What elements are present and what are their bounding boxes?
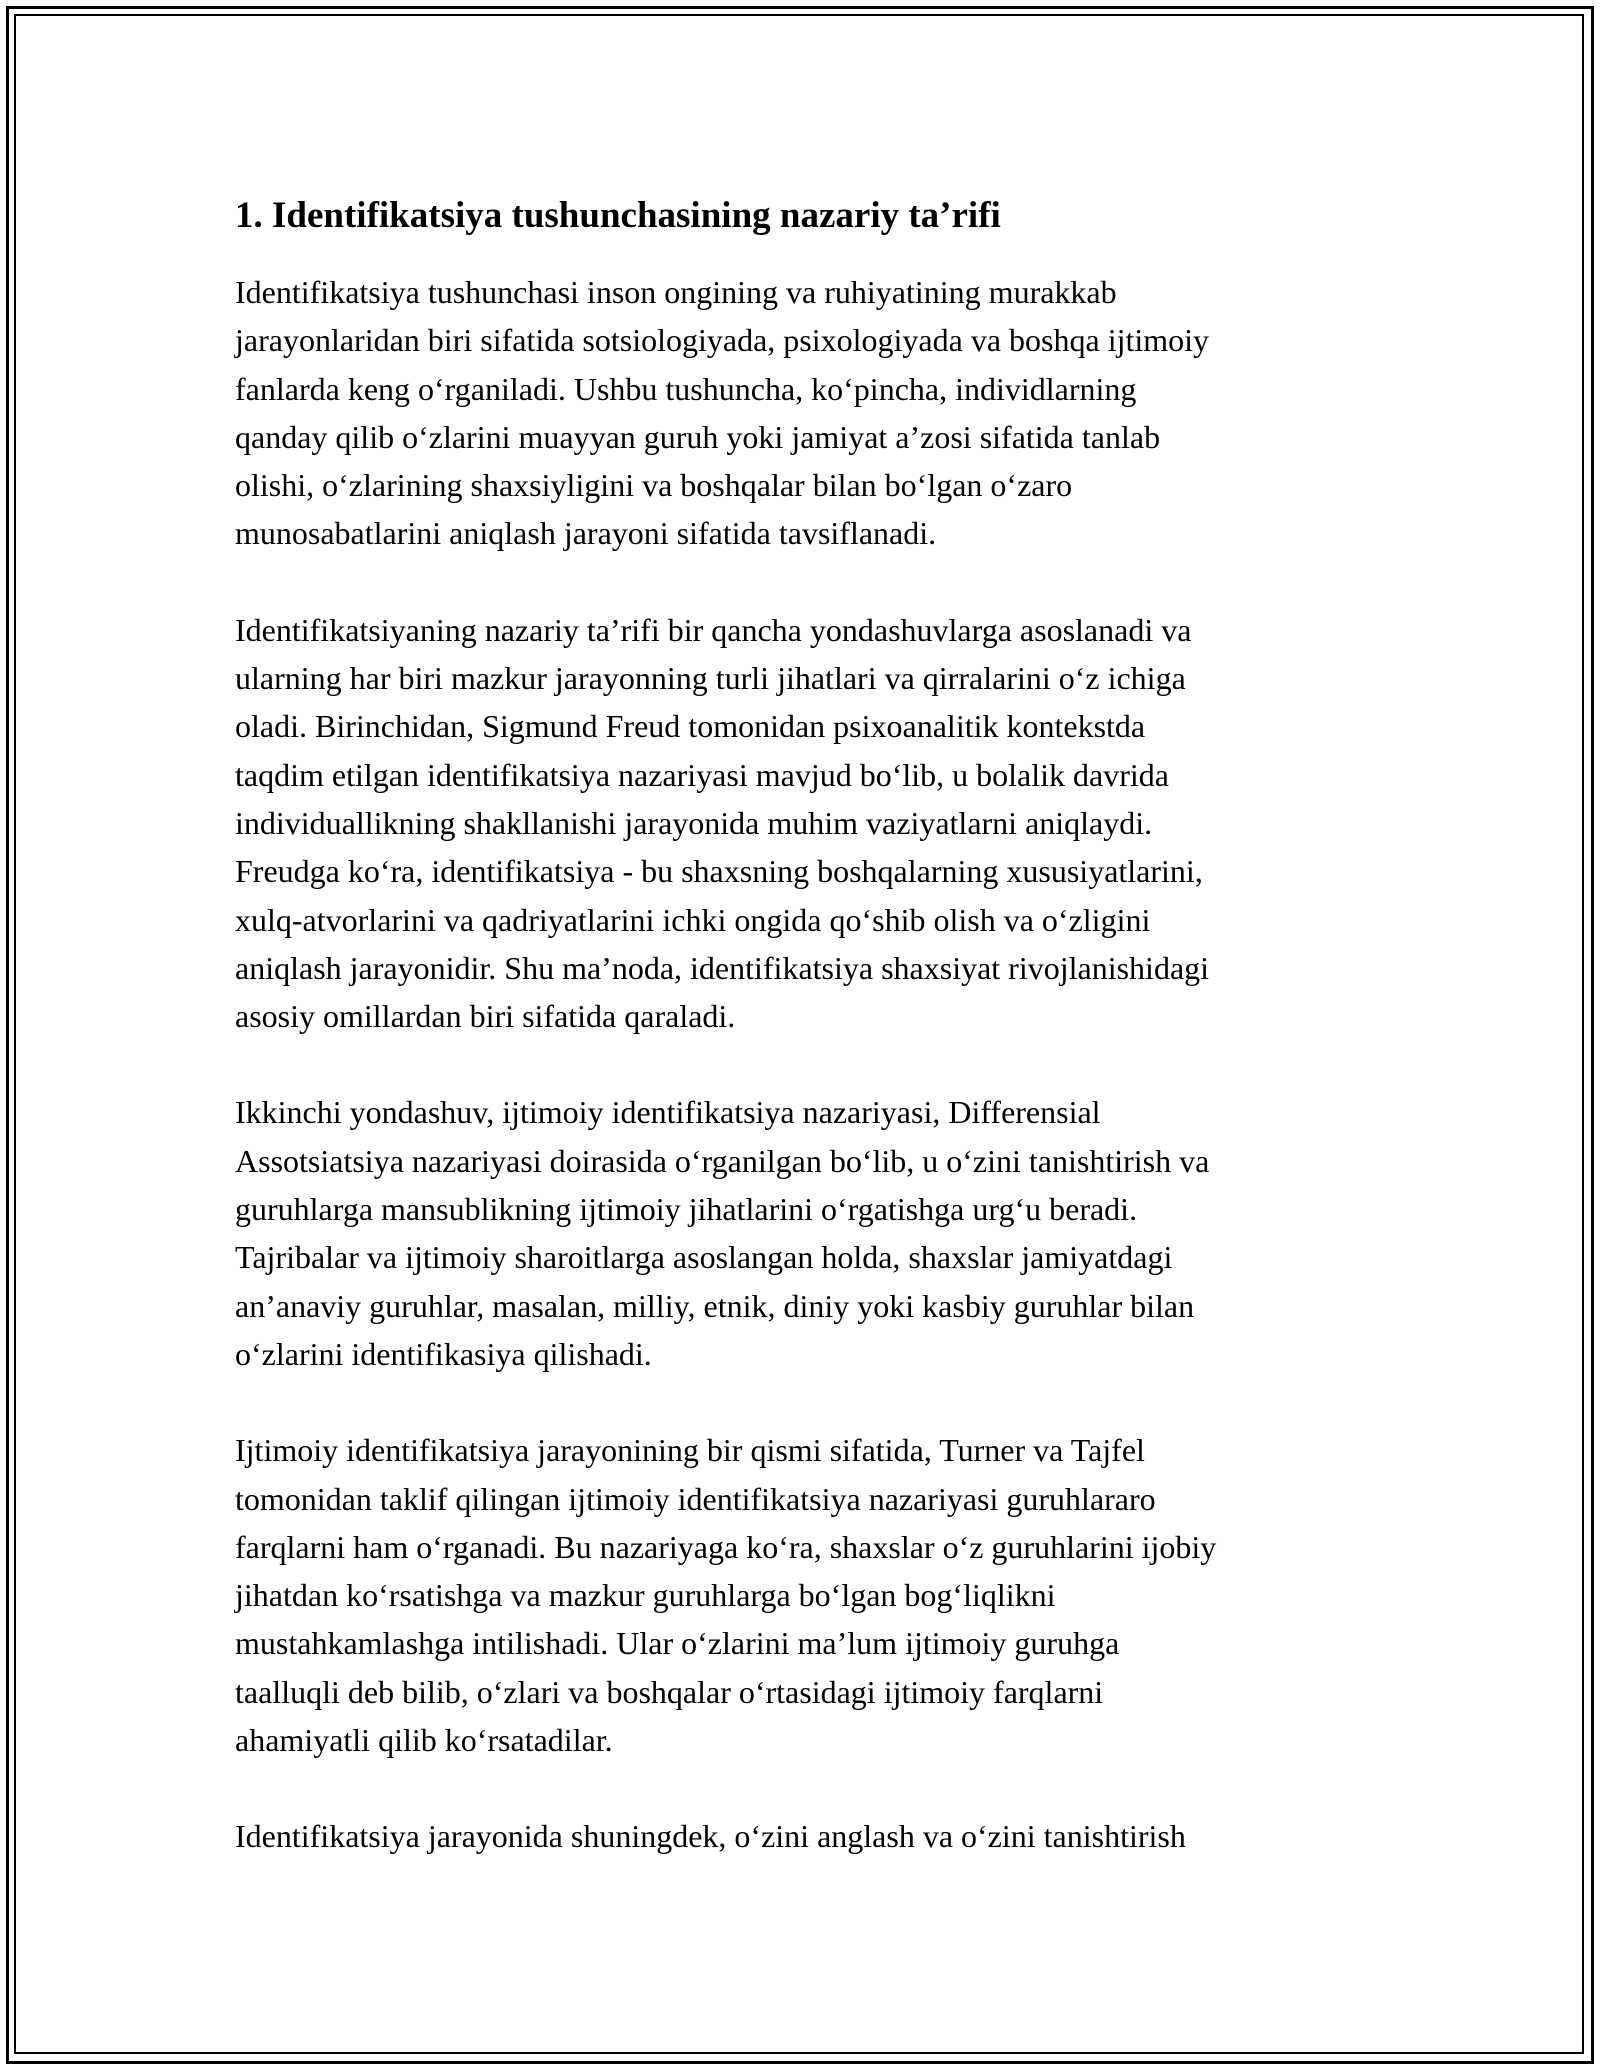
paragraph-4 [235, 1426, 1365, 1764]
text-line: aniqlash jarayonidir. Shu ma’noda, identifikatsiya shaxsiyat rivojlanishidagi [235, 949, 1210, 986]
text-line: oladi. Birinchidan, Sigmund Freud tomonidan psixoanalitik kontekstda [235, 708, 1146, 745]
text-line: Identifikatsiya jarayonida shuningdek, o‘zini anglash va o‘zini tanishtirish [235, 1818, 1186, 1855]
text-line: Ikkinchi yondashuv, ijtimoiy identifikatsiya nazariyasi, Differensial [235, 1094, 1101, 1131]
text-line: jarayonlaridan biri sifatida sotsiologiyada, psixologiyada va boshqa ijtimoiy [235, 322, 1210, 359]
text-line: o‘zlarini identifikasiya qilishadi. [235, 1335, 652, 1372]
text-line: an’anaviy guruhlar, masalan, milliy, etnik, diniy yoki kasbiy guruhlar bilan [235, 1287, 1195, 1324]
text-line: taqdim etilgan identifikatsiya nazariyasi mavjud bo‘lib, u bolalik davrida [235, 756, 1169, 793]
text-line: xulq-atvorlarini va qadriyatlarini ichki ongida qo‘shib olish va o‘zligini [235, 901, 1151, 938]
paragraph-3 [235, 1088, 1365, 1378]
text-line: fanlarda keng o‘rganiladi. Ushbu tushuncha, ko‘pincha, individlarning [235, 370, 1137, 407]
text-line: asosiy omillardan biri sifatida qaraladi. [235, 998, 736, 1035]
section-heading: 1. Identifikatsiya tushunchasining nazariy ta’rifi [235, 195, 1001, 236]
paragraph-5 [235, 1812, 1365, 1860]
text-line: Identifikatsiyaning nazariy ta’rifi bir qancha yondashuvlarga asoslanadi va [235, 611, 1192, 648]
text-line: ularning har biri mazkur jarayonning turli jihatlari va qirralarini o‘z ichiga [235, 660, 1186, 697]
text-line: munosabatlarini aniqlash jarayoni sifatida tavsiflanadi. [235, 515, 937, 552]
text-line: guruhlarga mansublikning ijtimoiy jihatlarini o‘rgatishga urg‘u beradi. [235, 1191, 1138, 1228]
text-line: taalluqli deb bilib, o‘zlari va boshqalar o‘rtasidagi ijtimoiy farqlarni [235, 1673, 1104, 1710]
text-line: mustahkamlashga intilishadi. Ular o‘zlarini ma’lum ijtimoiy guruhga [235, 1625, 1120, 1662]
document-body [235, 186, 1365, 1909]
text-line: olishi, o‘zlarining shaxsiyligini va boshqalar bilan bo‘lgan o‘zaro [235, 467, 1073, 504]
text-line: Assotsiatsiya nazariyasi doirasida o‘rganilgan bo‘lib, u o‘zini tanishtirish va [235, 1142, 1210, 1179]
text-line: ahamiyatli qilib ko‘rsatadilar. [235, 1722, 613, 1759]
text-line: farqlarni ham o‘rganadi. Bu nazariyaga ko‘ra, shaxslar o‘z guruhlarini ijobiy [235, 1528, 1217, 1565]
text-line: jihatdan ko‘rsatishga va mazkur guruhlarga bo‘lgan bog‘liqlikni [235, 1577, 1056, 1614]
text-line: Identifikatsiya tushunchasi inson ongining va ruhiyatining murakkab [235, 274, 1117, 310]
paragraph-2 [235, 606, 1365, 1041]
text-line: qanday qilib o‘zlarini muayyan guruh yoki jamiyat a’zosi sifatida tanlab [235, 418, 1161, 455]
text-line: tomonidan taklif qilingan ijtimoiy identifikatsiya nazariyasi guruhlararo [235, 1480, 1156, 1517]
text-line: Tajribalar va ijtimoiy sharoitlarga asoslangan holda, shaxslar jamiyatdagi [235, 1239, 1173, 1276]
text-line: individuallikning shakllanishi jarayonida muhim vaziyatlarni aniqlaydi. [235, 804, 1153, 841]
text-line: Ijtimoiy identifikatsiya jarayonining bir qismi sifatida, Turner va Tajfel [235, 1432, 1145, 1469]
text-line: Freudga ko‘ra, identifikatsiya - bu shaxsning boshqalarning xususiyatlarini, [235, 853, 1203, 890]
paragraph-1 [235, 268, 1365, 558]
